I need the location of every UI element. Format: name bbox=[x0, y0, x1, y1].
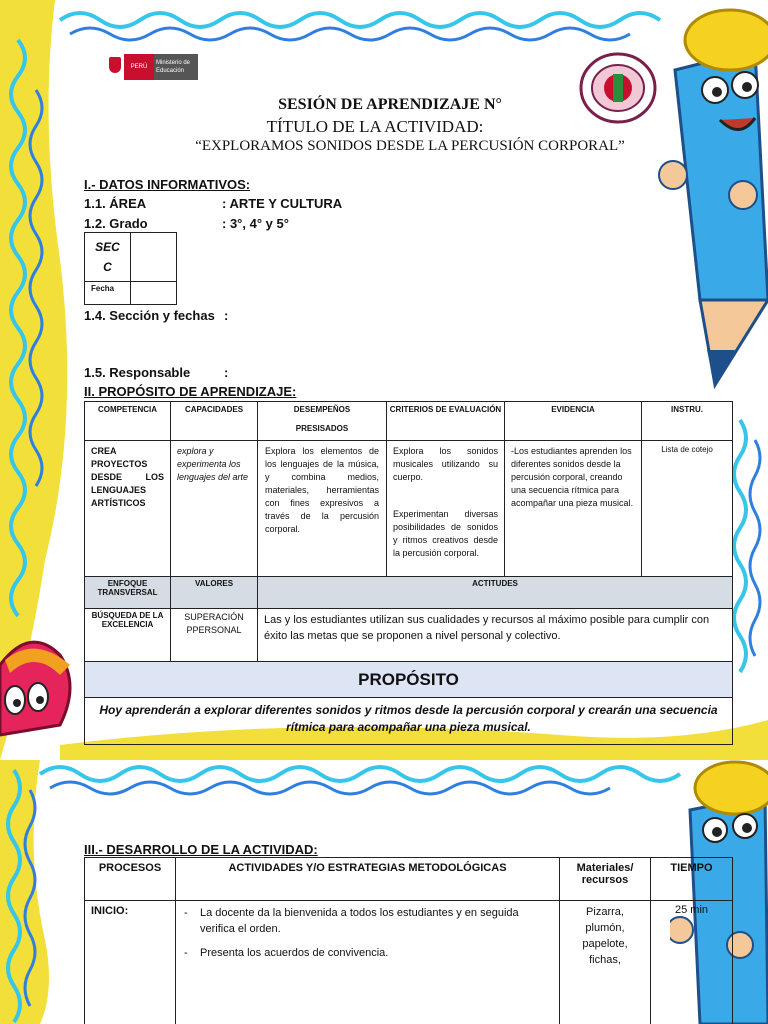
section-datos-informativos: I.- DATOS INFORMATIVOS: bbox=[84, 177, 251, 192]
cell-enfoque: BÚSQUEDA DE LA EXCELENCIA bbox=[84, 608, 171, 662]
cell-desempenos: Explora los elementos de los lenguajes de la música, y combina medios, materiales, herramientas con fines expresivos a través de la percusión corporal. bbox=[257, 440, 387, 577]
proposito-text: Hoy aprenderán a explorar diferentes sonidos y ritmos desde la percusión corporal y crearán una secuencia rítmica para acompañar una pieza musical. bbox=[84, 697, 733, 745]
sec-cell bbox=[84, 232, 131, 282]
bullet-item bbox=[184, 905, 553, 937]
header-materiales: Materiales/ recursos bbox=[559, 857, 651, 901]
cell-inicio-actividades bbox=[175, 900, 560, 1024]
bullet-item bbox=[184, 945, 553, 961]
header-tiempo: TIEMPO bbox=[650, 857, 733, 901]
criterio-2: Experimentan diversas posibilidades de sonidos y ritmos creativos desde la percusión corporal. bbox=[393, 509, 498, 558]
section-desarrollo: III.- DESARROLLO DE LA ACTIVIDAD: bbox=[84, 842, 318, 857]
ministry-label: Ministerio de Educación bbox=[154, 54, 198, 80]
area-label: 1.1. ÁREA bbox=[84, 196, 147, 211]
area-value: : ARTE Y CULTURA bbox=[222, 196, 343, 211]
criterio-1: Explora los sonidos musicales utilizando su cuerpo. bbox=[393, 446, 498, 482]
fecha-value-cell bbox=[130, 281, 177, 305]
responsable-label: 1.5. Responsable bbox=[84, 365, 191, 380]
header-desempenos-label: DESEMPEÑOS bbox=[293, 405, 351, 414]
bullet-dash-icon: - bbox=[184, 907, 188, 919]
material-item: Pizarra, bbox=[586, 906, 624, 918]
grado-label: 1.2. Grado bbox=[84, 216, 148, 231]
peru-shield-icon bbox=[106, 54, 124, 80]
header-actitudes: ACTITUDES bbox=[257, 576, 733, 609]
cell-capacidades: explora y experimenta los lenguajes del arte bbox=[170, 440, 258, 577]
cell-valor: SUPERACIÓN PPERSONAL bbox=[170, 608, 258, 662]
seccion-value: : bbox=[224, 308, 229, 323]
bullet-1-text: La docente da la bienvenida a todos los estudiantes y en seguida verifica el orden. bbox=[200, 907, 519, 935]
cell-materiales bbox=[559, 900, 651, 1024]
header-enfoque: ENFOQUE TRANSVERSAL bbox=[84, 576, 171, 609]
cell-actitud: Las y los estudiantes utilizan sus cualidades y recursos al máximo posible para cumplir con éxito las metas que se proponen a nivel personal y colectivo. bbox=[257, 608, 733, 662]
activity-title: “EXPLORAMOS SONIDOS DESDE LA PERCUSIÓN CORPORAL” bbox=[195, 138, 625, 154]
header-evidencia: EVIDENCIA bbox=[504, 401, 642, 441]
header-presisados-label: PRESISADOS bbox=[295, 424, 349, 433]
activity-title-label: TÍTULO DE LA ACTIVIDAD: bbox=[266, 117, 484, 136]
header-desempenos bbox=[257, 401, 387, 441]
header-valores: VALORES bbox=[170, 576, 258, 609]
cell-evidencia: -Los estudiantes aprenden los diferentes sonidos desde la percusión corporal, creando una secuencia rítmica para acompañar una pieza musical. bbox=[504, 440, 642, 577]
document-page-2 bbox=[0, 760, 768, 1024]
cell-criterios bbox=[386, 440, 505, 577]
section-proposito-aprendizaje: II. PROPÓSITO DE APRENDIZAJE: bbox=[84, 384, 297, 399]
cartoon-character-image bbox=[0, 625, 80, 740]
grado-value: : 3°, 4° y 5° bbox=[222, 216, 289, 231]
cell-competencia: CREA PROYECTOS DESDE LOS LENGUAJES ARTÍSTICOS bbox=[84, 440, 171, 577]
pencil-mascot-image bbox=[655, 0, 768, 390]
header-criterios: CRITERIOS DE EVALUACIÓN bbox=[386, 401, 505, 441]
header-actividades: ACTIVIDADES Y/O ESTRATEGIAS METODOLÓGICAS bbox=[175, 857, 560, 901]
header-procesos: PROCESOS bbox=[84, 857, 176, 901]
material-item: fichas, bbox=[589, 954, 621, 966]
cell-instru: Lista de cotejo bbox=[641, 440, 733, 577]
fecha-label: Fecha bbox=[91, 284, 115, 293]
material-item: papelote, bbox=[582, 938, 628, 950]
header-competencia: COMPETENCIA bbox=[84, 401, 171, 441]
sec-value-cell bbox=[130, 232, 177, 282]
session-title: SESIÓN DE APRENDIZAJE N° bbox=[278, 96, 502, 113]
sec-label: SEC C bbox=[95, 240, 120, 274]
seccion-label: 1.4. Sección y fechas bbox=[84, 308, 215, 323]
school-seal-image bbox=[579, 52, 657, 124]
cell-tiempo: 25 min bbox=[650, 900, 733, 1024]
responsable-value: : bbox=[224, 365, 229, 380]
ministry-logo bbox=[106, 54, 198, 80]
header-instru: INSTRU. bbox=[641, 401, 733, 441]
cell-inicio: INICIO: bbox=[84, 900, 176, 1024]
material-item: plumón, bbox=[585, 922, 625, 934]
proposito-title: PROPÓSITO bbox=[84, 661, 733, 698]
peru-label: PERÚ bbox=[124, 54, 154, 80]
header-capacidades: CAPACIDADES bbox=[170, 401, 258, 441]
bullet-2-text: Presenta los acuerdos de convivencia. bbox=[200, 947, 389, 959]
fecha-cell bbox=[84, 281, 131, 305]
bullet-dash-icon: - bbox=[184, 947, 188, 959]
